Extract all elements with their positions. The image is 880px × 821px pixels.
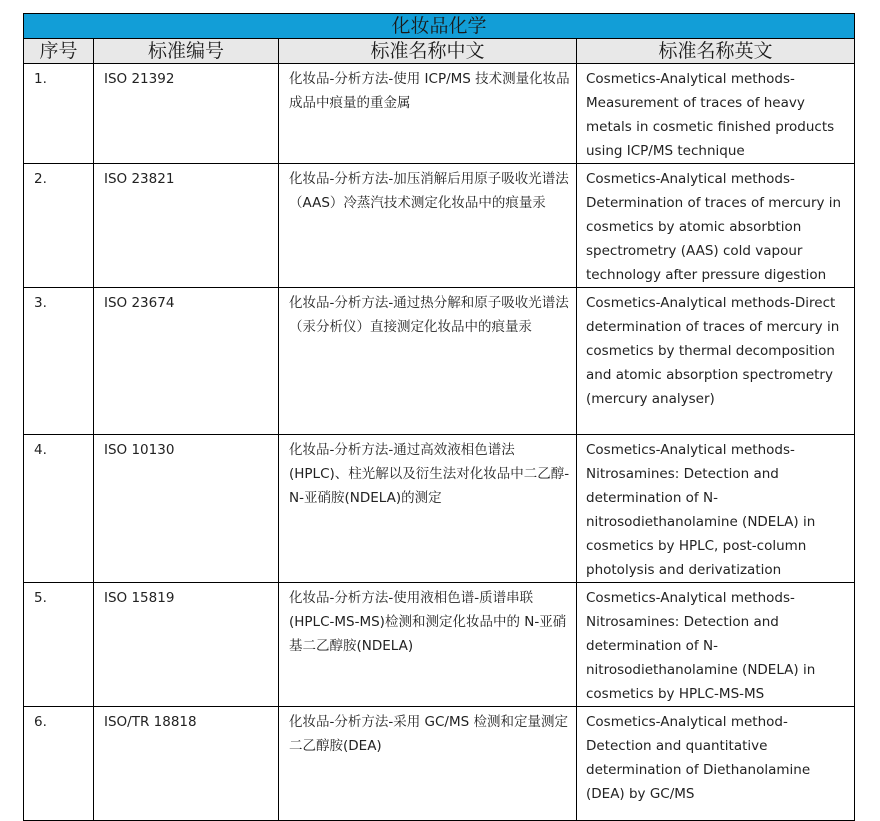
table-header-row	[24, 39, 855, 64]
cell-name-chinese: 化妆品-分析方法-通过热分解和原子吸收光谱法（汞分析仪）直接测定化妆品中的痕量汞	[279, 288, 577, 435]
cell-name-english: Cosmetics-Analytical methods-Direct determination of traces of mercury in cosmetics by thermal decomposition and atomic absorption spectrometry (mercury analyser)	[577, 288, 855, 435]
table-row	[24, 64, 855, 164]
cell-name-english: Cosmetics-Analytical methods-Nitrosamines: Detection and determination of N-nitrosodiethanolamine (NDELA) in cosmetics by HPLC-MS-MS	[577, 583, 855, 707]
cell-name-english: Cosmetics-Analytical methods-Nitrosamines: Detection and determination of N-nitrosodiethanolamine (NDELA) in cosmetics by HPLC, post-column photolysis and derivatization	[577, 435, 855, 583]
cell-name-chinese: 化妆品-分析方法-采用 GC/MS 检测和定量测定二乙醇胺(DEA)	[279, 707, 577, 821]
table-title: 化妆品化学	[24, 14, 855, 39]
cell-serial-no: 1.	[24, 64, 94, 164]
cell-serial-no: 5.	[24, 583, 94, 707]
document-page	[23, 13, 854, 821]
standards-table	[23, 13, 855, 821]
header-serial-no: 序号	[24, 39, 94, 64]
cell-serial-no: 6.	[24, 707, 94, 821]
header-name-english: 标准名称英文	[577, 39, 855, 64]
cell-name-chinese: 化妆品-分析方法-使用液相色谱-质谱串联(HPLC-MS-MS)检测和测定化妆品中的 N-亚硝基二乙醇胺(NDELA)	[279, 583, 577, 707]
cell-serial-no: 3.	[24, 288, 94, 435]
table-row	[24, 435, 855, 583]
cell-serial-no: 4.	[24, 435, 94, 583]
header-name-chinese: 标准名称中文	[279, 39, 577, 64]
table-title-row	[24, 14, 855, 39]
header-standard-code: 标准编号	[94, 39, 279, 64]
cell-standard-code: ISO 15819	[94, 583, 279, 707]
cell-standard-code: ISO 10130	[94, 435, 279, 583]
cell-name-english: Cosmetics-Analytical methods-Measurement of traces of heavy metals in cosmetic finished products using ICP/MS technique	[577, 64, 855, 164]
cell-name-chinese: 化妆品-分析方法-使用 ICP/MS 技术测量化妆品成品中痕量的重金属	[279, 64, 577, 164]
table-row	[24, 164, 855, 288]
cell-standard-code: ISO 21392	[94, 64, 279, 164]
cell-serial-no: 2.	[24, 164, 94, 288]
cell-name-english: Cosmetics-Analytical method-Detection and quantitative determination of Diethanolamine (DEA) by GC/MS	[577, 707, 855, 821]
table-row	[24, 707, 855, 821]
cell-standard-code: ISO 23821	[94, 164, 279, 288]
cell-standard-code: ISO 23674	[94, 288, 279, 435]
cell-name-chinese: 化妆品-分析方法-加压消解后用原子吸收光谱法（AAS）冷蒸汽技术测定化妆品中的痕量汞	[279, 164, 577, 288]
cell-standard-code: ISO/TR 18818	[94, 707, 279, 821]
table-row	[24, 583, 855, 707]
cell-name-chinese: 化妆品-分析方法-通过高效液相色谱法(HPLC)、柱光解以及衍生法对化妆品中二乙醇-N-亚硝胺(NDELA)的测定	[279, 435, 577, 583]
table-row	[24, 288, 855, 435]
cell-name-english: Cosmetics-Analytical methods-Determination of traces of mercury in cosmetics by atomic absorbtion spectrometry (AAS) cold vapour technology after pressure digestion	[577, 164, 855, 288]
